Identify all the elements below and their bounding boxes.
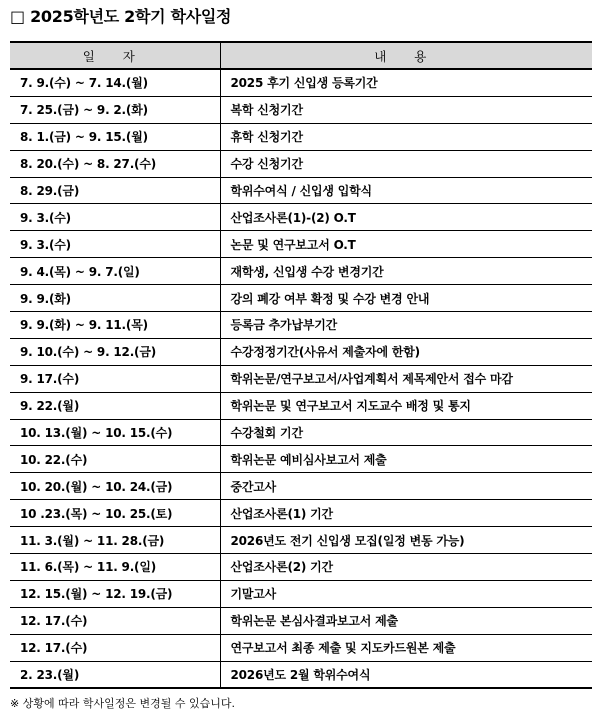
- table-row: [10, 500, 592, 527]
- table-row: [10, 123, 592, 150]
- row-content: 2026년도 전기 신입생 모집(일정 변동 가능): [220, 527, 592, 554]
- row-content: 2026년도 2월 학위수여식: [220, 661, 592, 688]
- table-row: [10, 338, 592, 365]
- row-content: 휴학 신청기간: [220, 123, 592, 150]
- row-content: 산업조사론(1) 기간: [220, 500, 592, 527]
- row-date: 9. 4.(목) ~ 9. 7.(일): [10, 258, 220, 285]
- row-date: 7. 25.(금) ~ 9. 2.(화): [10, 96, 220, 123]
- row-content: 연구보고서 최종 제출 및 지도카드원본 제출: [220, 634, 592, 661]
- table-row: [10, 446, 592, 473]
- content-column-header: 내 용: [220, 42, 592, 69]
- row-content: 수강철회 기간: [220, 419, 592, 446]
- table-header-row: [10, 42, 592, 69]
- row-content: 2025 후기 신입생 등록기간: [220, 69, 592, 96]
- row-date: 11. 6.(목) ~ 11. 9.(일): [10, 554, 220, 581]
- table-row: [10, 661, 592, 688]
- row-date: 9. 10.(수) ~ 9. 12.(금): [10, 338, 220, 365]
- row-date: 10. 13.(월) ~ 10. 15.(수): [10, 419, 220, 446]
- row-date: 9. 3.(수): [10, 231, 220, 258]
- row-content: 학위수여식 / 신입생 입학식: [220, 177, 592, 204]
- table-row: [10, 177, 592, 204]
- page-title: □ 2025학년도 2학기 학사일정: [10, 7, 232, 26]
- row-content: 학위논문 본심사결과보고서 제출: [220, 607, 592, 634]
- table-row: [10, 554, 592, 581]
- row-date: 9. 22.(월): [10, 392, 220, 419]
- row-date: 10. 22.(수): [10, 446, 220, 473]
- row-content: 기말고사: [220, 580, 592, 607]
- table-row: [10, 634, 592, 661]
- row-date: 12. 15.(월) ~ 12. 19.(금): [10, 580, 220, 607]
- row-content: 학위논문/연구보고서/사업계획서 제목제안서 접수 마감: [220, 365, 592, 392]
- row-content: 강의 폐강 여부 확정 및 수강 변경 안내: [220, 285, 592, 312]
- row-date: 8. 1.(금) ~ 9. 15.(월): [10, 123, 220, 150]
- row-content: 중간고사: [220, 473, 592, 500]
- row-content: 산업조사론(2) 기간: [220, 554, 592, 581]
- row-content: 수강 신청기간: [220, 150, 592, 177]
- row-content: 등록금 추가납부기간: [220, 312, 592, 339]
- row-date: 9. 9.(화): [10, 285, 220, 312]
- schedule-table: [10, 41, 592, 689]
- row-date: 11. 3.(월) ~ 11. 28.(금): [10, 527, 220, 554]
- row-content: 논문 및 연구보고서 O.T: [220, 231, 592, 258]
- table-row: [10, 285, 592, 312]
- row-date: 8. 29.(금): [10, 177, 220, 204]
- table-row: [10, 607, 592, 634]
- row-content: 학위논문 예비심사보고서 제출: [220, 446, 592, 473]
- row-content: 학위논문 및 연구보고서 지도교수 배정 및 통지: [220, 392, 592, 419]
- row-date: 12. 17.(수): [10, 607, 220, 634]
- row-date: 2. 23.(월): [10, 661, 220, 688]
- row-date: 9. 9.(화) ~ 9. 11.(목): [10, 312, 220, 339]
- row-date: 9. 17.(수): [10, 365, 220, 392]
- row-content: 산업조사론(1)-(2) O.T: [220, 204, 592, 231]
- row-content: 수강정정기간(사유서 제출자에 한함): [220, 338, 592, 365]
- table-row: [10, 473, 592, 500]
- table-row: [10, 231, 592, 258]
- table-row: [10, 580, 592, 607]
- row-date: 7. 9.(수) ~ 7. 14.(월): [10, 69, 220, 96]
- table-row: [10, 150, 592, 177]
- table-row: [10, 96, 592, 123]
- footnote: ※ 상황에 따라 학사일정은 변경될 수 있습니다.: [10, 697, 235, 710]
- row-date: 12. 17.(수): [10, 634, 220, 661]
- row-date: 10 .23.(목) ~ 10. 25.(토): [10, 500, 220, 527]
- table-row: [10, 392, 592, 419]
- row-content: 복학 신청기간: [220, 96, 592, 123]
- date-column-header: 일 자: [10, 42, 220, 69]
- row-date: 9. 3.(수): [10, 204, 220, 231]
- row-content: 재학생, 신입생 수강 변경기간: [220, 258, 592, 285]
- row-date: 10. 20.(월) ~ 10. 24.(금): [10, 473, 220, 500]
- table-row: [10, 258, 592, 285]
- table-row: [10, 419, 592, 446]
- table-row: [10, 527, 592, 554]
- table-row: [10, 69, 592, 96]
- row-date: 8. 20.(수) ~ 8. 27.(수): [10, 150, 220, 177]
- table-row: [10, 312, 592, 339]
- table-row: [10, 204, 592, 231]
- table-row: [10, 365, 592, 392]
